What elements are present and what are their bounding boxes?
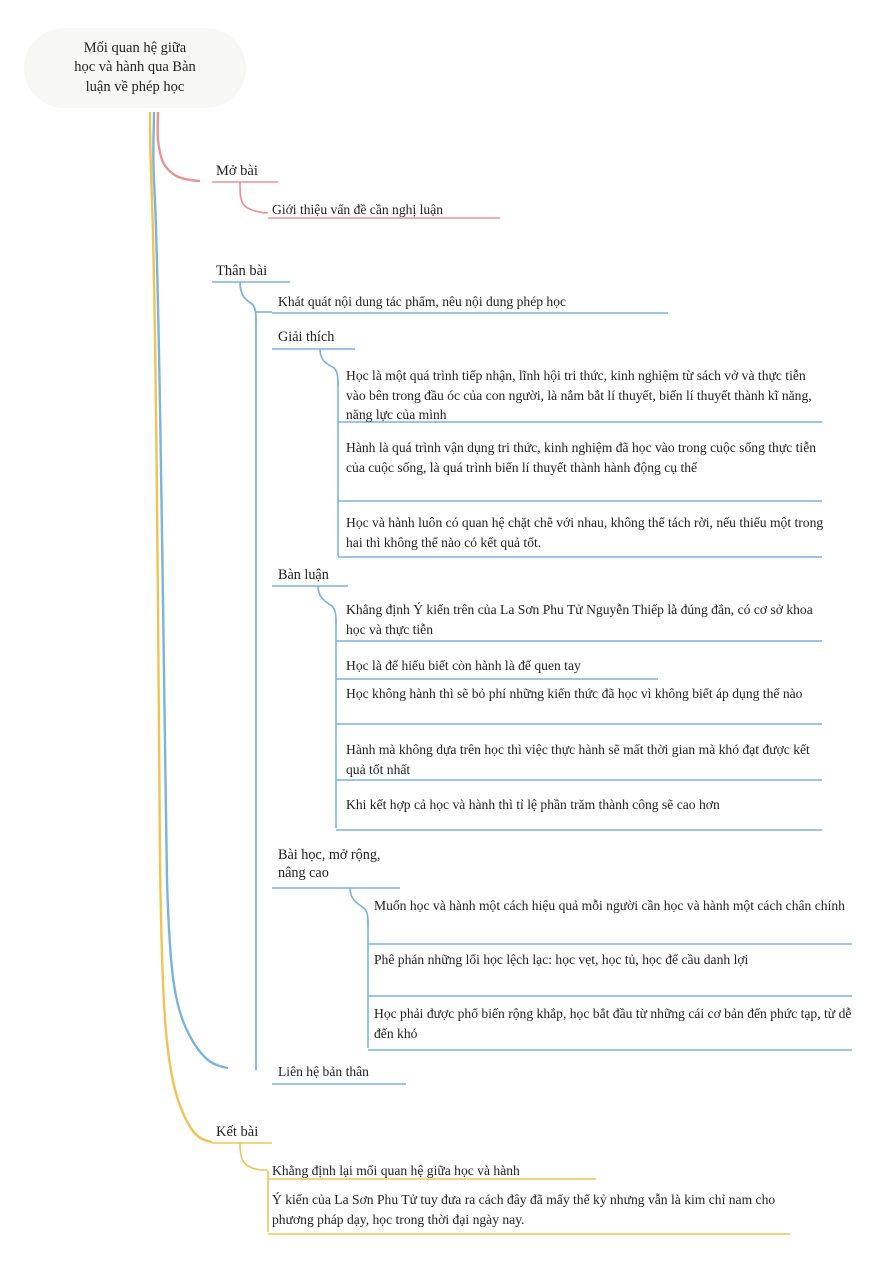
root-line-3: luận về phép học — [85, 78, 185, 95]
root-node[interactable] — [24, 28, 246, 108]
node-mo-bai-child-1[interactable]: Giới thiệu vấn đề cần nghị luận — [272, 202, 444, 217]
node-bai-hoc-child-2[interactable]: Phê phán những lối học lệch lạc: học vẹt, học tủ, học để cầu danh lợi — [374, 952, 749, 967]
node-giai-thich-child-2[interactable]: Hành là quá trình vận dụng tri thức, kinh nghiệm đã học vào trong cuộc sống thực tiễn của cuộc sống, là quá trình biến lí thuyết thành hành động cụ thể — [346, 440, 817, 475]
root-line-2: học và hành qua Bàn — [74, 59, 196, 76]
branch-label-ket-bai[interactable]: Kết bài — [216, 1124, 259, 1140]
node-ban-luan-child-3[interactable]: Học không hành thì sẽ bỏ phí những kiến thức đã học vì không biết áp dụng thế nào — [346, 686, 803, 701]
node-bai-hoc-child-1[interactable]: Muốn học và hành một cách hiệu quả mỗi người cần học và hành một cách chân chính — [374, 898, 845, 913]
root-line-1: Mối quan hệ giữa — [83, 39, 187, 56]
node-ban-luan[interactable]: Bàn luận — [278, 567, 329, 583]
branch-label-mo-bai[interactable]: Mở bài — [216, 163, 258, 179]
node-ban-luan-child-2[interactable]: Học là để hiểu biết còn hành là để quen tay — [346, 658, 581, 673]
node-ket-bai-child-2[interactable]: Ý kiến của La Sơn Phu Tử tuy đưa ra cách đây đã mấy thế kỷ nhưng vẫn là kim chỉ nam cho phương pháp dạy, học trong thời đại ngày nay. — [272, 1192, 776, 1227]
node-giai-thich-child-3[interactable]: Học và hành luôn có quan hệ chặt chẽ với nhau, không thể tách rời, nếu thiếu một trong hai thì không thể nào có kết quả tốt. — [346, 515, 824, 550]
node-ban-luan-child-1[interactable]: Khẳng định Ý kiến trên của La Sơn Phu Tử Nguyễn Thiếp là đúng đắn, có cơ sở khoa học và thực tiễn — [346, 602, 813, 637]
node-bai-hoc-mo-rong[interactable]: Bài học, mở rộng, nâng cao — [278, 847, 381, 882]
node-giai-thich-child-1[interactable]: Học là một quá trình tiếp nhận, lĩnh hội tri thức, kinh nghiệm từ sách vở và thực tiễn vào bên trong đầu óc của con người, là nắm bắt lí thuyết, biến lí thuyết thành kĩ năng, năng lực của mình — [346, 368, 812, 423]
node-ban-luan-child-5[interactable]: Khi kết hợp cả học và hành thì tỉ lệ phần trăm thành công sẽ cao hơn — [346, 797, 720, 812]
node-bai-hoc-child-3[interactable]: Học phải được phổ biến rộng khắp, học bắt đầu từ những cái cơ bản đến phức tạp, từ dễ đến khó — [374, 1006, 852, 1041]
branch-label-than-bai[interactable]: Thân bài — [216, 263, 268, 279]
node-lien-he-ban-than[interactable]: Liên hệ bản thân — [278, 1064, 369, 1079]
node-than-bai-child-1[interactable]: Khát quát nội dung tác phẩm, nêu nội dung phép học — [278, 294, 567, 309]
node-ban-luan-child-4[interactable]: Hành mà không dựa trên học thì việc thực hành sẽ mất thời gian mà khó đạt được kết quả tốt nhất — [346, 742, 810, 777]
node-ket-bai-child-1[interactable]: Khẳng định lại mối quan hệ giữa học và hành — [272, 1163, 520, 1178]
node-giai-thich[interactable]: Giải thích — [278, 329, 335, 345]
